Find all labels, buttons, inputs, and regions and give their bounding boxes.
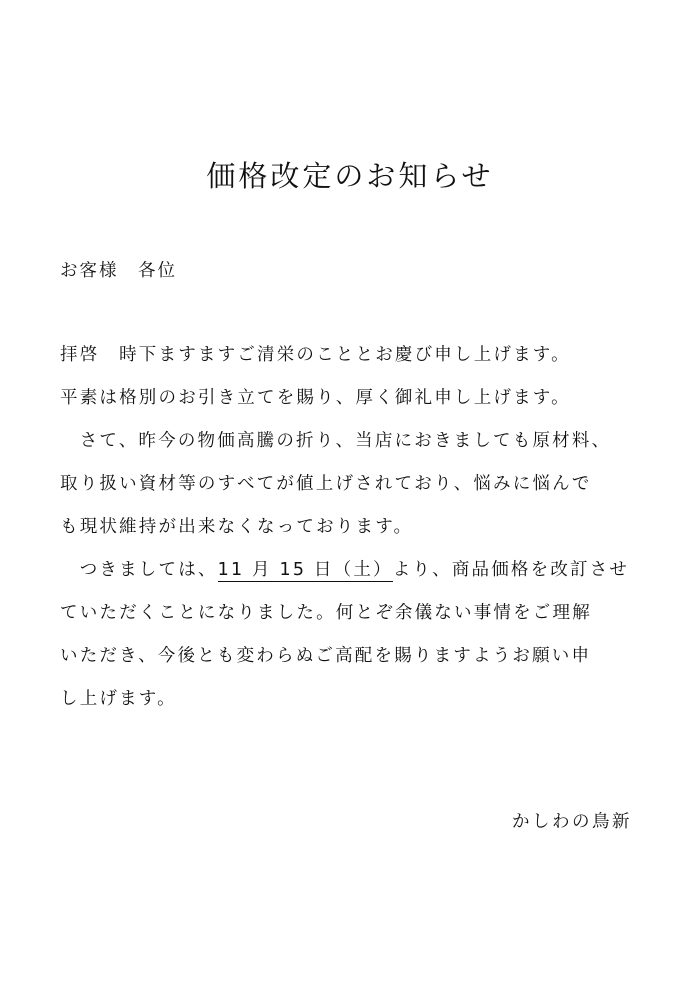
reason-line-2: 取り扱い資材等のすべてが値上げされており、悩みに悩んで	[60, 474, 592, 494]
greeting-line-2: 平素は格別のお引き立てを賜り、厚く御礼申し上げます。	[60, 388, 571, 408]
reason-line-1: さて、昨今の物価高騰の折り、当店におきましても原材料、	[60, 431, 612, 451]
reason-line-3: も現状維持が出来なくなっております。	[60, 517, 414, 537]
notice-line-4: し上げます。	[60, 689, 177, 709]
notice-line-1	[60, 556, 629, 584]
notice-line-3: いただき、今後とも変わらぬご高配を賜りますようお願い申	[60, 646, 592, 666]
greeting-line-1: 拝啓 時下ますますご清栄のこととお慶び申し上げます。	[60, 345, 571, 365]
notice-line-1-tail: より、商品価格を改訂させ	[392, 560, 630, 580]
page-title: 価格改定のお知らせ	[206, 159, 494, 193]
notice-line-1-lead: つきましては、	[60, 560, 218, 580]
notice-line-2: ていただくことになりました。何とぞ余儀ない事情をご理解	[60, 603, 592, 623]
addressee: お客様 各位	[60, 261, 177, 281]
signature: かしわの鳥新	[512, 812, 632, 832]
price-revision-date: 11 月 15 日（土）	[217, 560, 393, 580]
